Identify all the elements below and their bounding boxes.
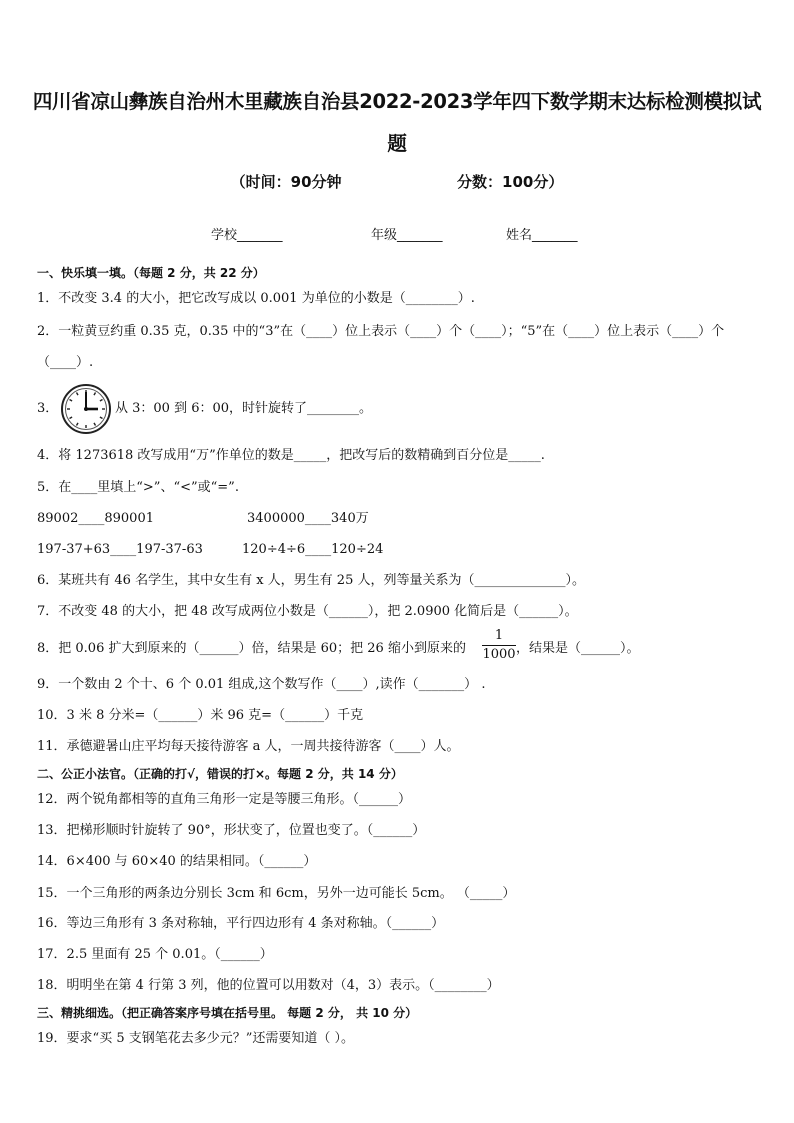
question-19: 19．要求“买 5 支钢笔花去多少元？”还需要知道（ ）。 <box>37 1031 355 1046</box>
school-field: 学校_______ <box>211 228 283 243</box>
question-16: 16．等边三角形有 3 条对称轴，平行四边形有 4 条对称轴。（______） <box>37 916 445 931</box>
fraction-bar <box>482 645 516 646</box>
question-2-cont: （____）. <box>37 355 94 370</box>
question-13: 13．把梯形顺时针旋转了 90°，形状变了，位置也变了。（______） <box>37 823 426 838</box>
fraction-numerator: 1 <box>494 628 504 643</box>
question-5-row1-left: 89002____890001 <box>37 511 154 526</box>
question-5: 5．在____里填上“>”、“<”或“=”. <box>37 480 239 495</box>
page-title-line1: 四川省凉山彝族自治州木里藏族自治县2022-2023学年四下数学期末达标检测模拟试 <box>32 90 762 113</box>
question-17: 17．2.5 里面有 25 个 0.01。（______） <box>37 947 273 962</box>
fraction <box>482 628 516 663</box>
question-10: 10．3 米 8 分米=（______）米 96 克=（______）千克 <box>37 708 364 723</box>
question-6: 6．某班共有 46 名学生，其中女生有 x 人，男生有 25 人，列等量关系为（______________）。 <box>37 573 585 588</box>
grade-field: 年级_______ <box>371 228 443 243</box>
question-5-row2-right: 120÷4÷6____120÷24 <box>242 542 384 557</box>
exam-meta <box>0 171 794 192</box>
question-12: 12．两个锐角都相等的直角三角形一定是等腰三角形。（______） <box>37 792 412 807</box>
question-8-part2: ，结果是（______）。 <box>516 641 640 656</box>
question-8-part1: 8．把 0.06 扩大到原来的（______）倍，结果是 60；把 26 缩小到原来的 <box>37 641 466 656</box>
question-18: 18．明明坐在第 4 行第 3 列，他的位置可以用数对（4，3）表示。（________） <box>37 978 500 993</box>
question-11: 11．承德避暑山庄平均每天接待游客 a 人，一周共接待游客（____）人。 <box>37 739 460 754</box>
fraction-denominator: 1000 <box>482 647 516 662</box>
question-2: 2．一粒黄豆约重 0.35 克，0.35 中的“3”在（____）位上表示（____）个（____）；“5”在（____）位上表示（____）个 <box>37 324 725 339</box>
name-field: 姓名_______ <box>506 228 578 243</box>
question-7: 7．不改变 48 的大小，把 48 改写成两位小数是（______），把 2.0900 化简后是（______）。 <box>37 604 578 619</box>
total-score: 分数：100分） <box>457 173 564 191</box>
section-3-heading: 三、精挑细选。（把正确答案序号填在括号里。 每题 2 分， 共 10 分） <box>37 1006 418 1020</box>
page-title-line2: 题 <box>387 132 407 155</box>
question-4: 4．将 1273618 改写成用“万”作单位的数是_____，把改写后的数精确到百分位是_____. <box>37 448 545 463</box>
question-1: 1．不改变 3.4 的大小，把它改写成以 0.001 为单位的小数是（________）. <box>37 291 475 306</box>
time-limit: （时间：90分钟 <box>230 173 342 191</box>
question-5-row2-left: 197-37+63____197-37-63 <box>37 542 203 557</box>
clock-icon <box>60 383 112 435</box>
question-3: 从 3：00 到 6：00，时针旋转了________。 <box>115 401 373 416</box>
question-14: 14．6×400 与 60×40 的结果相同。（______） <box>37 854 317 869</box>
question-3-number: 3． <box>37 401 59 416</box>
section-1-heading: 一、快乐填一填。（每题 2 分，共 22 分） <box>37 266 265 280</box>
question-5-row1-right: 3400000____340万 <box>247 511 369 526</box>
question-9: 9．一个数由 2 个十、6 个 0.01 组成,这个数写作（____）,读作（_______） . <box>37 677 486 692</box>
question-15: 15．一个三角形的两条边分别长 3cm 和 6cm，另外一边可能长 5cm。 （_____） <box>37 886 516 901</box>
section-2-heading: 二、公正小法官。（正确的打√，错误的打×。每题 2 分，共 14 分） <box>37 767 403 781</box>
